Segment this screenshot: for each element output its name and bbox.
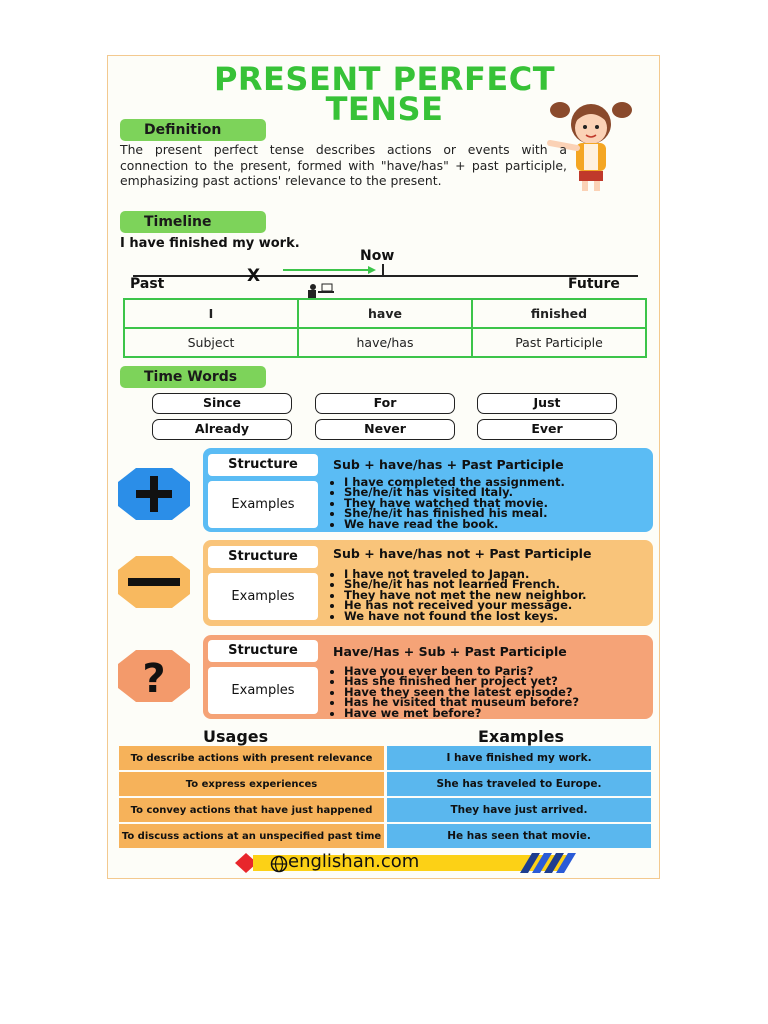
infographic-card [107,55,660,879]
usage-cell: To convey actions that have just happened [119,798,384,822]
definition-text: The present perfect tense describes actions or events with a connection to the present, formed with "have/has" + past participle, emphasizing past actions' relevance to the present. [120,142,567,188]
usage-cell: To express experiences [119,772,384,796]
timeline-marker: X [247,266,261,286]
list-item: • She/he/it has finished his meal. [344,508,565,518]
time-word-chip: Just [477,393,617,414]
usage-cell: To discuss actions at an unspecified past time [119,824,384,848]
example-cell: She has traveled to Europe. [387,772,651,796]
structure-label: Structure [208,640,318,662]
structure-formula: Sub + have/has not + Past Participle [333,546,592,561]
usages-header: Usages [203,727,269,746]
structure-formula: Sub + have/has + Past Participle [333,457,564,472]
examples-list [328,666,579,718]
time-word-chip: For [315,393,455,414]
examples-list [328,477,565,529]
table-cell: Subject [124,328,298,357]
brand-logo [518,851,580,875]
examples-label: Examples [208,573,318,620]
list-item: • I have completed the assignment. [344,477,565,487]
page-title-line2: TENSE [325,90,444,128]
list-item: • I have not traveled to Japan. [344,569,586,579]
negative-panel [203,540,653,626]
example-cell: They have just arrived. [387,798,651,822]
list-item: • Have we met before? [344,708,579,718]
examples-list [328,569,586,621]
list-item: • Has he visited that museum before? [344,697,579,707]
structure-label: Structure [208,546,318,568]
time-word-chip: Already [152,419,292,440]
list-item: • They have not met the new neighbor. [344,590,586,600]
time-word-chip: Since [152,393,292,414]
table-cell: Past Participle [472,328,646,357]
globe-icon [270,855,288,873]
time-word-chip: Never [315,419,455,440]
list-item: • They have watched that movie. [344,498,565,508]
table-cell: finished [472,299,646,328]
question-panel [203,635,653,719]
list-item: • She/he/it has visited Italy. [344,487,565,497]
examples-header: Examples [478,727,565,746]
example-cell: I have finished my work. [387,746,651,770]
minus-icon [116,554,192,610]
positive-panel [203,448,653,532]
table-row [119,772,651,796]
structure-label: Structure [208,454,318,476]
svg-text:?: ? [142,656,166,702]
timeline-sentence: I have finished my work. [120,236,300,251]
list-item: • We have not found the lost keys. [344,611,586,621]
list-item: • Have they seen the latest episode? [344,687,579,697]
page-title-line1: PRESENT PERFECT [213,60,556,98]
timeline-label: Timeline [120,211,266,233]
table-row [119,798,651,822]
example-cell: He has seen that movie. [387,824,651,848]
table-row [124,299,646,328]
list-item: • She/he/it has not learned French. [344,579,586,589]
table-cell: have [298,299,472,328]
table-cell: I [124,299,298,328]
examples-label: Examples [208,667,318,714]
time-word-chip: Ever [477,419,617,440]
table-row [119,824,651,848]
structure-formula: Have/Has + Sub + Past Participle [333,644,567,659]
footer-site-name: englishan.com [288,851,420,872]
table-row [119,746,651,770]
timeline-now: Now [360,248,395,264]
time-words-label: Time Words [120,366,266,388]
list-item: • We have read the book. [344,519,565,529]
usage-cell: To describe actions with present relevance [119,746,384,770]
sentence-breakdown-table [123,298,647,358]
list-item: • Have you ever been to Paris? [344,666,579,676]
list-item: • He has not received your message. [344,600,586,610]
plus-icon [116,466,192,522]
examples-label: Examples [208,481,318,528]
list-item: • Has she finished her project yet? [344,676,579,686]
definition-label: Definition [120,119,266,141]
timeline-past: Past [130,276,165,292]
table-row [124,328,646,357]
question-icon [116,648,192,704]
timeline-future: Future [568,276,620,292]
table-cell: have/has [298,328,472,357]
